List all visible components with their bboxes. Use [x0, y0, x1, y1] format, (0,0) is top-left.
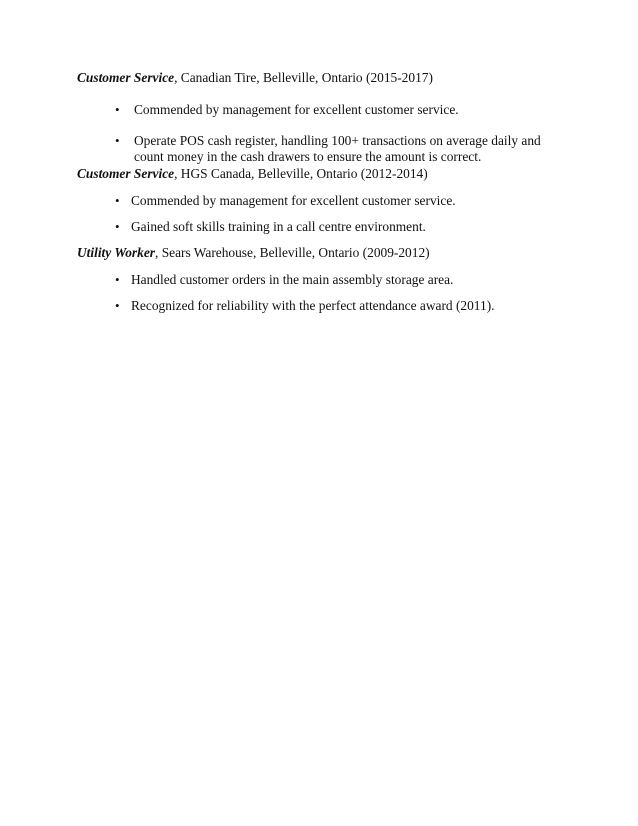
bullet-icon: •: [115, 272, 120, 287]
bullet-text: Handled customer orders in the main assembly storage area.: [131, 272, 454, 287]
bullet-text: Operate POS cash register, handling 100+ transactions on average daily and count money in the cash drawers to ensure the amount is correct.: [134, 133, 541, 164]
bullet-icon: •: [115, 219, 120, 234]
job-heading: [77, 166, 577, 182]
job-details: , Sears Warehouse, Belleville, Ontario (2009-2012): [155, 245, 430, 260]
list-item: [77, 219, 577, 235]
bullet-icon: •: [115, 298, 120, 313]
job-details: , Canadian Tire, Belleville, Ontario (2015-2017): [174, 70, 433, 85]
bullet-icon: •: [115, 193, 120, 208]
bullet-text: Commended by management for excellent customer service.: [131, 193, 456, 208]
job-bullet-list: [77, 272, 577, 314]
list-item: [75, 133, 554, 165]
job-heading: [77, 70, 577, 86]
job-entry-sears-warehouse: [77, 245, 577, 314]
list-item: [77, 298, 577, 314]
bullet-icon: •: [115, 133, 120, 148]
list-item: [77, 193, 577, 209]
bullet-text: Commended by management for excellent customer service.: [134, 102, 459, 117]
list-item: [75, 102, 577, 118]
job-title: Customer Service: [77, 70, 175, 85]
job-entry-canadian-tire: [77, 70, 577, 165]
job-details: , HGS Canada, Belleville, Ontario (2012-2014): [174, 166, 428, 181]
job-entry-hgs-canada: [77, 166, 577, 235]
job-bullet-list: [77, 193, 577, 235]
job-title: Utility Worker: [77, 245, 155, 260]
bullet-text: Recognized for reliability with the perfect attendance award (2011).: [131, 298, 495, 313]
job-bullet-list: [77, 102, 577, 165]
job-title: Customer Service: [77, 166, 175, 181]
bullet-icon: •: [115, 102, 120, 117]
list-item: [77, 272, 577, 288]
bullet-text: Gained soft skills training in a call centre environment.: [131, 219, 426, 234]
job-heading: [77, 245, 577, 261]
